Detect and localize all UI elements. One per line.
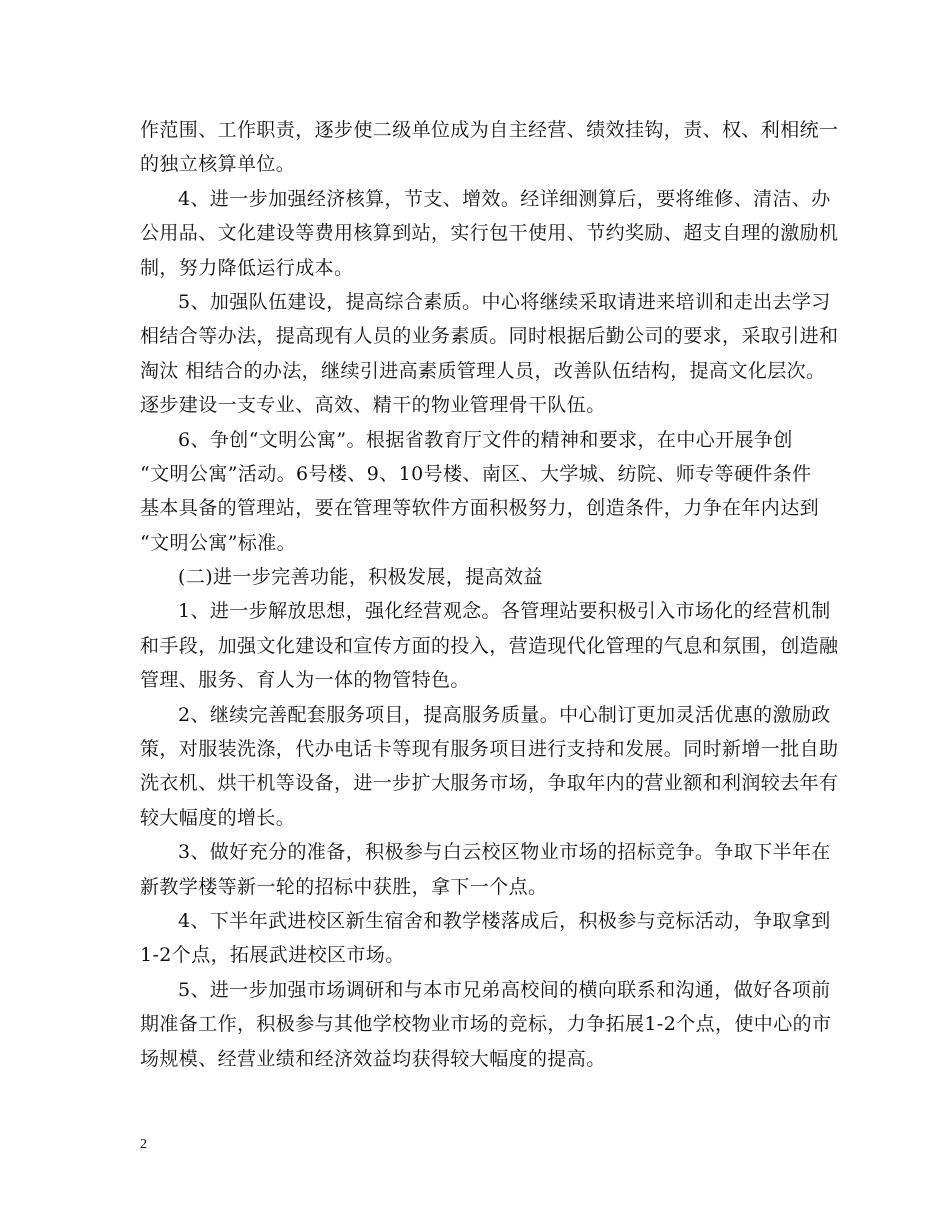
text-line: 4、下半年武进校区新生宿舍和教学楼落成后，积极参与竞标活动，争取拿到 <box>178 909 831 932</box>
text-line: 洗衣机、烘干机等设备，进一步扩大服务市场，争取年内的营业额和利润较去年有 <box>140 772 839 795</box>
text-line: 6、争创“文明公寓”。根据省教育厅文件的精神和要求，在中心开展争创 <box>178 428 793 451</box>
text-line: 5、加强队伍建设，提高综合素质。中心将继续采取请进来培训和走出去学习 <box>178 290 831 313</box>
text-line: (二)进一步完善功能，积极发展，提高效益 <box>178 566 543 589</box>
text-line: 1、进一步解放思想，强化经营观念。各管理站要积极引入市场化的经营机制 <box>178 600 831 623</box>
text-line: 期准备工作，积极参与其他学校物业市场的竞标，力争拓展1-2个点，使中心的市 <box>140 1013 832 1036</box>
text-line: 相结合等办法，提高现有人员的业务素质。同时根据后勤公司的要求，采取引进和 <box>140 325 839 348</box>
document-body <box>140 113 839 1076</box>
text-line: 较大幅度的增长。 <box>140 806 296 829</box>
text-line: “文明公寓”标准。 <box>140 531 297 554</box>
text-line: 淘汰 相结合的办法，继续引进高素质管理人员，改善队伍结构，提高文化层次。 <box>140 359 826 382</box>
text-line: 5、进一步加强市场调研和与本市兄弟高校间的横向联系和沟通，做好各项前 <box>178 978 831 1001</box>
text-line: 1-2个点，拓展武进校区市场。 <box>140 944 405 967</box>
text-line: 逐步建设一支专业、高效、精干的物业管理骨干队伍。 <box>140 394 606 417</box>
text-line: 公用品、文化建设等费用核算到站，实行包干使用、节约奖励、超支自理的激励机 <box>140 222 839 245</box>
text-line: 场规模、经营业绩和经济效益均获得较大幅度的提高。 <box>140 1047 606 1070</box>
text-line: 基本具备的管理站，要在管理等软件方面积极努力，创造条件，力争在年内达到 <box>140 497 820 520</box>
text-line: 策，对服装洗涤，代办电话卡等现有服务项目进行支持和发展。同时新增一批自助 <box>140 738 839 761</box>
text-line: 和手段，加强文化建设和宣传方面的投入，营造现代化管理的气息和氛围，创造融 <box>140 634 839 657</box>
text-line: “文明公寓”活动。6号楼、9、10号楼、南区、大学城、纺院、师专等硬件条件 <box>140 462 812 485</box>
text-line: 管理、服务、育人为一体的物管特色。 <box>140 669 470 692</box>
text-line: 3、做好充分的准备，积极参与白云校区物业市场的招标竞争。争取下半年在 <box>178 841 831 864</box>
text-line: 4、进一步加强经济核算，节支、增效。经详细测算后，要将维修、清洁、办 <box>178 187 831 210</box>
text-line: 作范围、工作职责，逐步使二级单位成为自主经营、绩效挂钩，责、权、利相统一 <box>140 119 839 141</box>
page-number: 2 <box>140 1137 147 1152</box>
text-line: 制，努力降低运行成本。 <box>140 256 354 279</box>
text-line: 的独立核算单位。 <box>140 153 296 176</box>
text-line: 新教学楼等新一轮的招标中获胜，拿下一个点。 <box>140 875 548 898</box>
text-line: 2、继续完善配套服务项目，提高服务质量。中心制订更加灵活优惠的激励政 <box>178 703 831 726</box>
